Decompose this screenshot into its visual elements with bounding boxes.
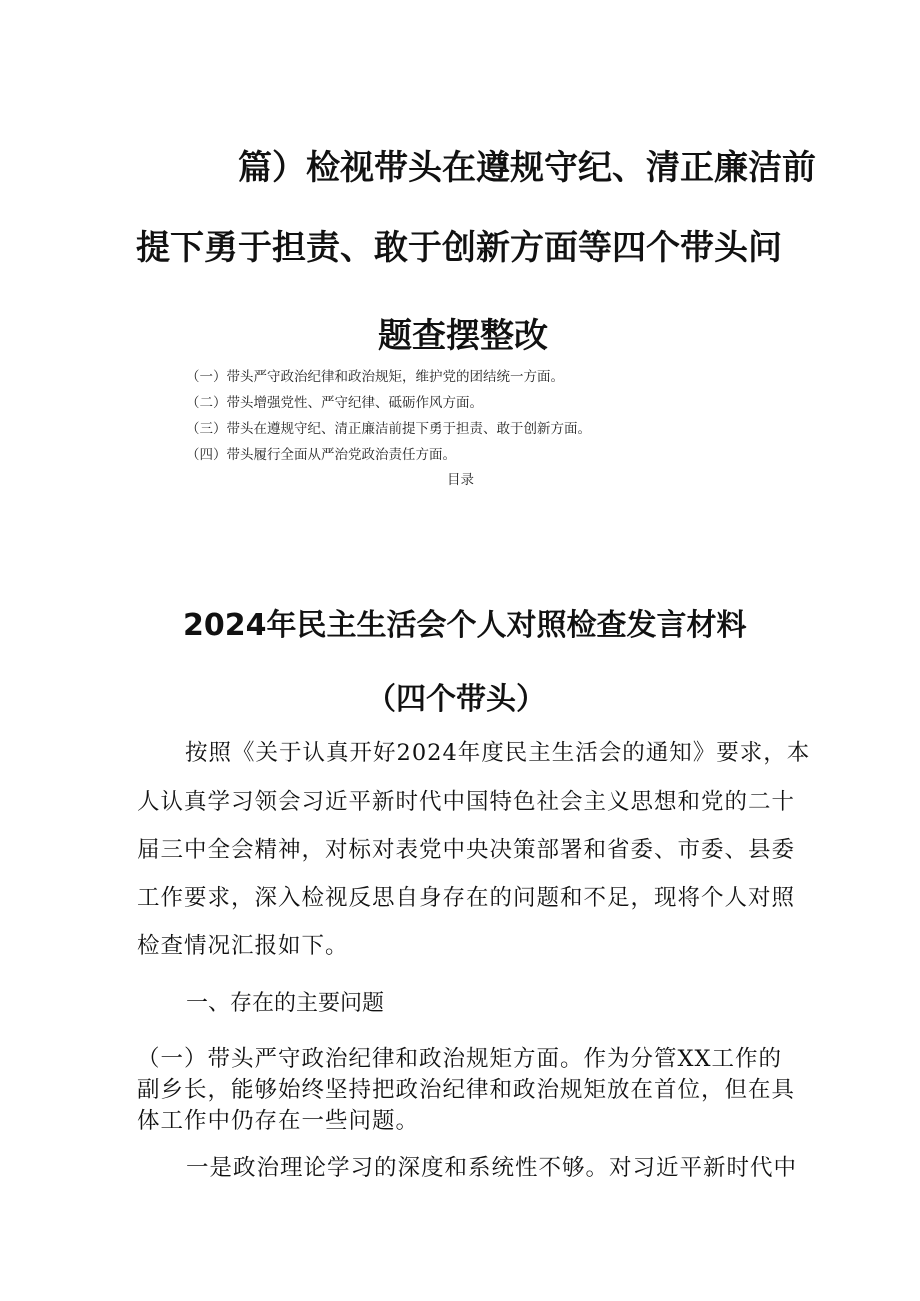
doc-title-line-2: （四个带头）: [366, 682, 546, 717]
section-paragraph-2: 一是政治理论学习的深度和系统性不够。对习近平新时代中: [186, 1155, 798, 1181]
toc-item-3: （三）带头在遵规守纪、清正廉洁前提下勇于担责、敢于创新方面。: [186, 421, 591, 437]
top-title-line-2: 提下勇于担责、敢于创新方面等四个带头问: [136, 228, 782, 268]
section-heading: 一、存在的主要问题: [186, 991, 385, 1016]
intro-line: 检查情况汇报如下。: [137, 933, 349, 959]
paragraph-line: （一）带头严守政治纪律和政治规矩方面。作为分管XX工作的: [137, 1046, 783, 1072]
top-title-line-1: 篇）检视带头在遵规守纪、清正廉洁前: [238, 148, 816, 188]
paragraph-line: 副乡长，能够始终坚持把政治纪律和政治规矩放在首位，但在具: [137, 1077, 796, 1103]
intro-line: 工作要求，深入检视反思自身存在的问题和不足，现将个人对照: [137, 885, 796, 911]
toc-item-1: （一）带头严守政治纪律和政治规矩，维护党的团结统一方面。: [186, 369, 564, 385]
toc-item-4: （四）带头履行全面从严治党政治责任方面。: [186, 447, 456, 463]
intro-line: 届三中全会精神，对标对表党中央决策部署和省委、市委、县委: [137, 837, 796, 863]
top-title-line-3: 题查摆整改: [378, 316, 548, 356]
intro-line: 按照《关于认真开好2024年度民主生活会的通知》要求，本: [185, 740, 811, 766]
paragraph-line: 体工作中仍存在一些问题。: [137, 1108, 420, 1134]
intro-line: 人认真学习领会习近平新时代中国特色社会主义思想和党的二十: [137, 789, 796, 815]
doc-title-line-1: 2024年民主生活会个人对照检查发言材料: [183, 608, 747, 643]
toc-label: 目录: [447, 472, 474, 488]
toc-item-2: （二）带头增强党性、严守纪律、砥砺作风方面。: [186, 395, 483, 411]
